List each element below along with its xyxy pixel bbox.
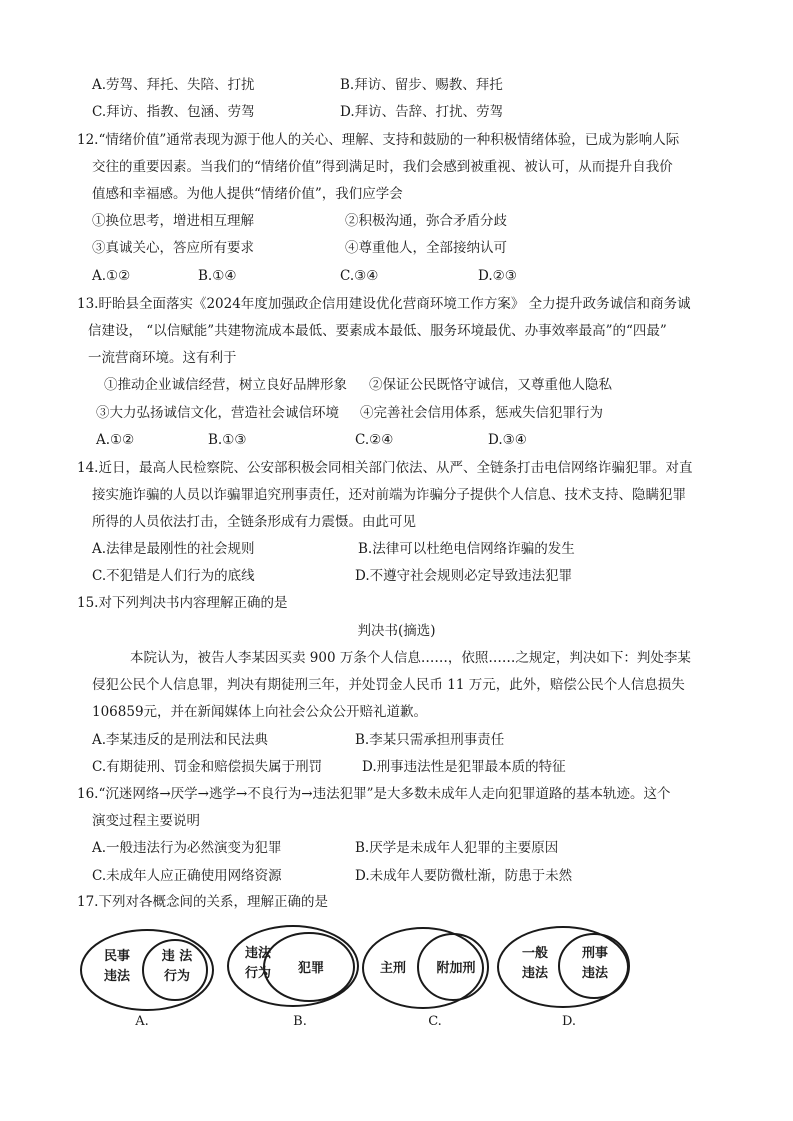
diagram-option-label: A. bbox=[135, 1014, 149, 1029]
q12-item-1: ①换位思考，增进相互理解 bbox=[92, 213, 254, 229]
q13-item-4: ④完善社会信用体系，惩戒失信犯罪行为 bbox=[360, 405, 603, 421]
q13-option-a[interactable]: A.①② bbox=[96, 432, 135, 448]
q14-stem-line-1: 14.近日，最高人民检察院、公安部积极会同相关部门依法、从严、全链条打击电信网络诈骗犯罪。对直 bbox=[77, 460, 693, 476]
inner-concept-label: 附加刑 bbox=[436, 961, 476, 976]
outer-concept-label: 一般 bbox=[521, 946, 549, 961]
q15-option-b[interactable]: B.李某只需承担刑事责任 bbox=[355, 732, 505, 748]
q12-item-3: ③真诚关心，答应所有要求 bbox=[92, 240, 254, 256]
q16-option-d[interactable]: D.未成年人要防微杜渐，防患于未然 bbox=[355, 868, 573, 884]
q14-option-b[interactable]: B.法律可以杜绝电信网络诈骗的发生 bbox=[358, 541, 575, 557]
diagram-option-label: C. bbox=[428, 1014, 442, 1029]
outer-concept-label: 民事 bbox=[103, 949, 131, 964]
q12-item-4: ④尊重他人，全部接纳认可 bbox=[345, 240, 507, 256]
inner-concept-circle bbox=[559, 934, 629, 998]
q13-option-c[interactable]: C.②④ bbox=[355, 432, 394, 448]
q16-option-c[interactable]: C.未成年人应正确使用网络资源 bbox=[92, 868, 282, 884]
inner-concept-circle bbox=[418, 934, 488, 1000]
outer-concept-label: 违法 bbox=[521, 966, 549, 981]
q12-item-2: ②积极沟通，弥合矛盾分歧 bbox=[345, 213, 507, 229]
q15-option-d[interactable]: D.刑事违法性是犯罪最本质的特征 bbox=[362, 759, 566, 775]
judgment-line-3: 106859元，并在新闻媒体上向社会公众公开赔礼道歉。 bbox=[92, 704, 428, 720]
diagram-option-label: B. bbox=[293, 1014, 307, 1029]
inner-concept-circle bbox=[264, 933, 354, 1001]
judgment-line-1: 本院认为，被告人李某因买卖 900 万条个人信息……，依照……之规定，判决如下：判处李某 bbox=[130, 650, 691, 666]
q12-option-c[interactable]: C.③④ bbox=[340, 268, 379, 284]
inner-concept-label: 行为 bbox=[163, 969, 191, 984]
outer-concept-label: 违法 bbox=[244, 946, 272, 961]
q12-stem-line-3: 值感和幸福感。为他人提供“情绪价值”，我们应学会 bbox=[92, 186, 403, 202]
inner-concept-label: 犯罪 bbox=[297, 961, 325, 976]
outer-concept-label: 行为 bbox=[244, 966, 272, 981]
q13-option-b[interactable]: B.①③ bbox=[208, 432, 247, 448]
q15-option-c[interactable]: C.有期徒刑、罚金和赔偿损失属于刑罚 bbox=[92, 759, 323, 775]
q16-stem-line-2: 演变过程主要说明 bbox=[92, 813, 200, 829]
q17-stem: 17.下列对各概念间的关系，理解正确的是 bbox=[77, 894, 328, 910]
inner-concept-label: 违法 bbox=[581, 966, 609, 981]
outer-concept-circle bbox=[228, 926, 358, 1006]
q13-item-3: ③大力弘扬诚信文化，营造社会诚信环境 bbox=[96, 405, 339, 421]
q11-option-a[interactable]: A.劳驾、拜托、失陪、打扰 bbox=[92, 77, 255, 93]
q15-stem: 15.对下列判决书内容理解正确的是 bbox=[77, 595, 288, 611]
q11-option-b[interactable]: B.拜访、留步、赐教、拜托 bbox=[340, 77, 503, 93]
q16-option-b[interactable]: B.厌学是未成年人犯罪的主要原因 bbox=[355, 840, 559, 856]
q14-stem-line-3: 所得的人员依法打击，全链条形成有力震慑。由此可见 bbox=[92, 514, 416, 530]
q14-option-d[interactable]: D.不遵守社会规则必定导致违法犯罪 bbox=[355, 568, 573, 584]
q15-option-a[interactable]: A.李某违反的是刑法和民法典 bbox=[92, 732, 269, 748]
q12-stem-line-1: 12.“情绪价值”通常表现为源于他人的关心、理解、支持和鼓励的一种积极情绪体验，已成为影响人际 bbox=[77, 132, 680, 148]
q13-option-d[interactable]: D.③④ bbox=[488, 432, 527, 448]
outer-concept-circle bbox=[498, 927, 628, 1007]
q16-option-a[interactable]: A.一般违法行为必然演变为犯罪 bbox=[92, 840, 282, 856]
inner-concept-label: 刑事 bbox=[581, 946, 609, 961]
q14-option-a[interactable]: A.法律是最刚性的社会规则 bbox=[92, 541, 255, 557]
inner-concept-circle bbox=[143, 940, 207, 1000]
q13-stem-line-2: 信建设， “以信赋能”共建物流成本最低、要素成本最低、服务环境最优、办事效率最高”的“四最” bbox=[88, 323, 667, 339]
q11-option-d[interactable]: D.拜访、告辞、打扰、劳驾 bbox=[340, 104, 504, 120]
diagram-option-label: D. bbox=[561, 1014, 577, 1029]
q13-item-1: ①推动企业诚信经营，树立良好品牌形象 bbox=[104, 377, 347, 393]
q12-option-a[interactable]: A.①② bbox=[92, 268, 131, 284]
q14-option-c[interactable]: C.不犯错是人们行为的底线 bbox=[92, 568, 255, 584]
q16-stem-line-1: 16.“沉迷网络→厌学→逃学→不良行为→违法犯罪”是大多数未成年人走向犯罪道路的基本轨迹。这个 bbox=[77, 786, 671, 802]
judgment-line-2: 侵犯公民个人信息罪，判决有期徒刑三年，并处罚金人民币 11 万元，此外，赔偿公民个人信息损失 bbox=[92, 677, 685, 693]
q11-option-c[interactable]: C.拜访、指教、包涵、劳驾 bbox=[92, 104, 255, 120]
judgment-title: 判决书(摘选) bbox=[357, 623, 436, 639]
q12-stem-line-2: 交往的重要因素。当我们的“情绪价值”得到满足时，我们会感到被重视、被认可，从而提升自我价 bbox=[92, 159, 673, 175]
q12-option-d[interactable]: D.②③ bbox=[478, 268, 517, 284]
q13-stem-line-1: 13.盱眙县全面落实《2024年度加强政企信用建设优化营商环境工作方案》 全力提升政务诚信和商务诚 bbox=[77, 296, 691, 312]
outer-concept-label: 主刑 bbox=[379, 961, 407, 976]
outer-concept-label: 违法 bbox=[103, 969, 131, 984]
q13-stem-line-3: 一流营商环境。这有利于 bbox=[88, 350, 237, 366]
outer-concept-circle bbox=[81, 930, 213, 1010]
inner-concept-label: 违 法 bbox=[161, 949, 193, 964]
q12-option-b[interactable]: B.①④ bbox=[198, 268, 237, 284]
q13-item-2: ②保证公民既恪守诚信，又尊重他人隐私 bbox=[369, 377, 612, 393]
q14-stem-line-2: 接实施诈骗的人员以诈骗罪追究刑事责任，还对前端为诈骗分子提供个人信息、技术支持、隐瞒犯罪 bbox=[92, 487, 686, 503]
outer-concept-circle bbox=[363, 928, 483, 1008]
